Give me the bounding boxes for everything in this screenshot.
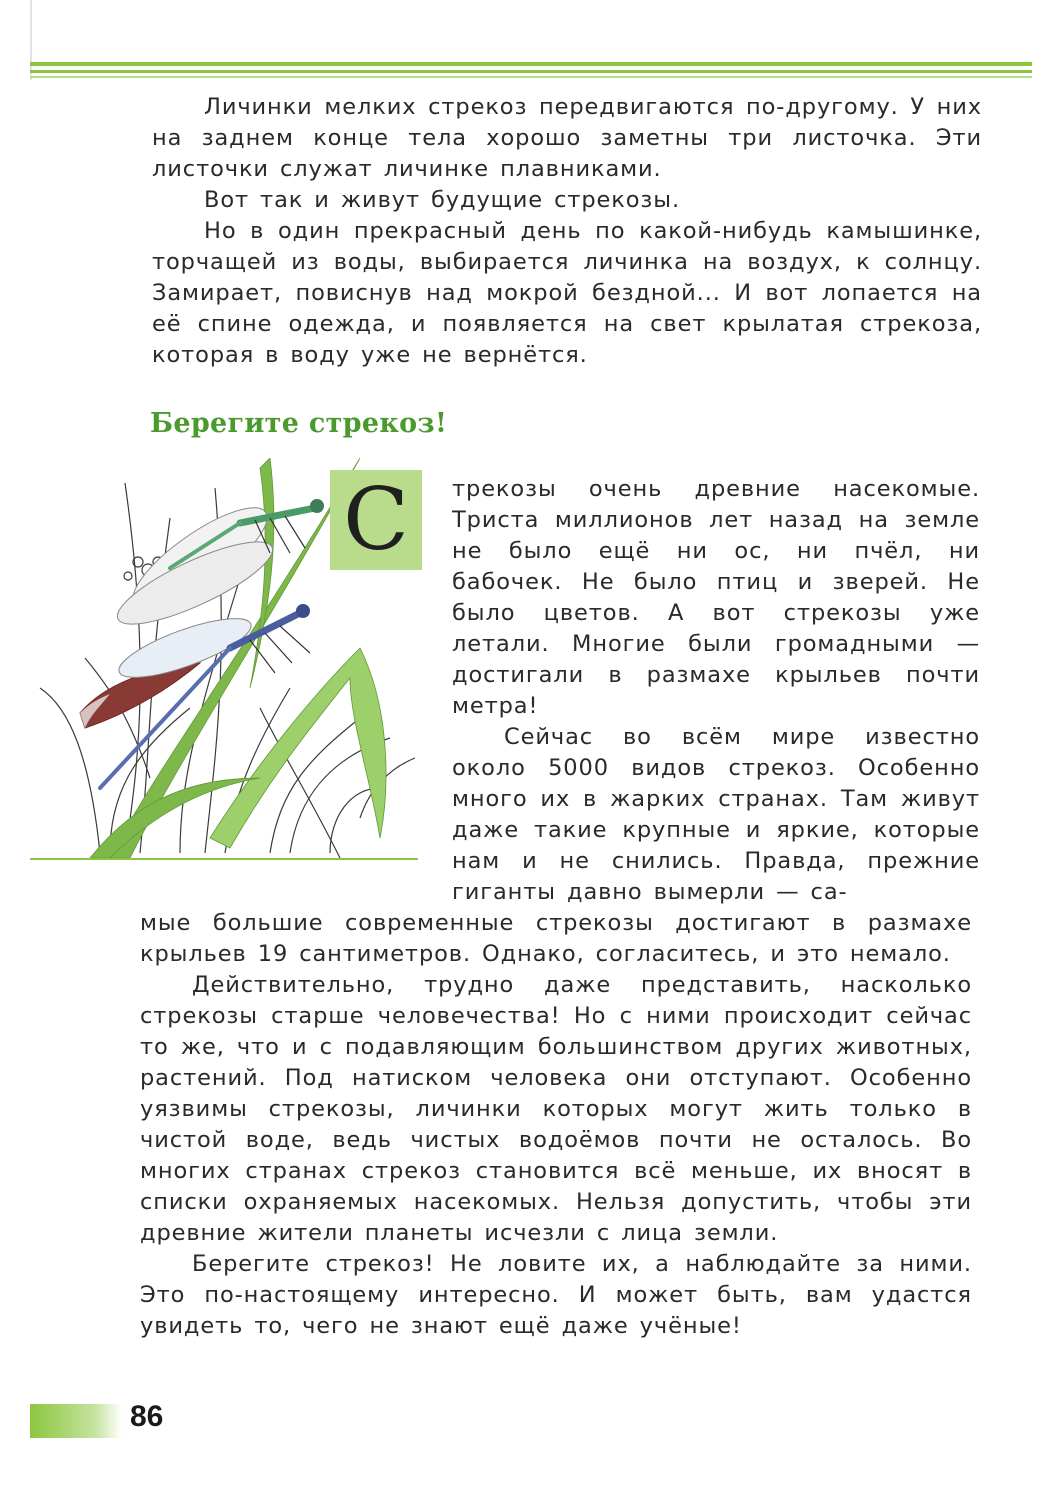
paragraph: Вот так и живут будущие стрекозы. — [204, 187, 681, 213]
paragraph: Но в один прекрасный день по какой-нибудь камышинке, торчащей из воды, выбирается личинка на воздух, к солнцу. Замирает, повиснув над мокрой бездной... И вот лопается на её спине одежда, и появляется на свет крылатая стрекоза, которая в воду уже не вернётся. — [152, 218, 982, 368]
full-width-text — [140, 908, 972, 1342]
section-heading: Берегите стрекоз! — [150, 408, 448, 439]
paragraph: Берегите стрекоз! Не ловите их, а наблюдайте за ними. Это по-настоящему интересно. И может быть, вам удастся увидеть то, чего не знают ещё даже учёные! — [140, 1251, 972, 1339]
figure-baseline — [30, 858, 418, 860]
intro-text — [152, 92, 982, 371]
paragraph: Личинки мелких стрекоз передвигаются по-другому. У них на заднем конце тела хорошо заметны три листочка. Эти листочки служат личинке плавниками. — [152, 94, 982, 182]
paragraph: Действительно, трудно даже представить, насколько стрекозы старше человечества! Но с ними происходит сейчас то же, что и с подавляющим большинством других животных, растений. Под натиском человека они отступают. Особенно уязвимы стрекозы, личинки которых могут жить только в чистой воде, ведь чистых водоёмов почти не осталось. Во многих странах стрекоз становится всё меньше, их вносят в списки охраняемых насекомых. Нельзя допустить, чтобы эти древние жители планеты исчезли с лица земли. — [140, 972, 972, 1246]
paragraph: трекозы очень древние насекомые. Триста миллионов лет назад на земле не было ещё ни ос, ни пчёл, ни бабочек. Не было птиц и зверей. Не было цветов. А вот стрекозы уже летали. Многие были громадными — достигали в размахе крыльев почти метра! — [452, 476, 980, 719]
column-text — [452, 474, 980, 908]
page-number: 86 — [130, 1400, 164, 1433]
footer-accent-bar — [30, 1404, 122, 1438]
paragraph: мые большие современные стрекозы достигают в размахе крыльев 19 сантиметров. Однако, согласитесь, и это немало. — [140, 910, 972, 967]
paragraph: Сейчас во всём мире известно около 5000 видов стрекоз. Особенно много их в жарких странах. Там живут даже такие крупные и яркие, которые нам и не снились. Правда, прежние гиганты давно вымерли — са- — [452, 724, 980, 905]
header-rule — [30, 62, 1032, 80]
dropcap-box — [330, 470, 422, 570]
dropcap-letter: С — [343, 470, 409, 570]
